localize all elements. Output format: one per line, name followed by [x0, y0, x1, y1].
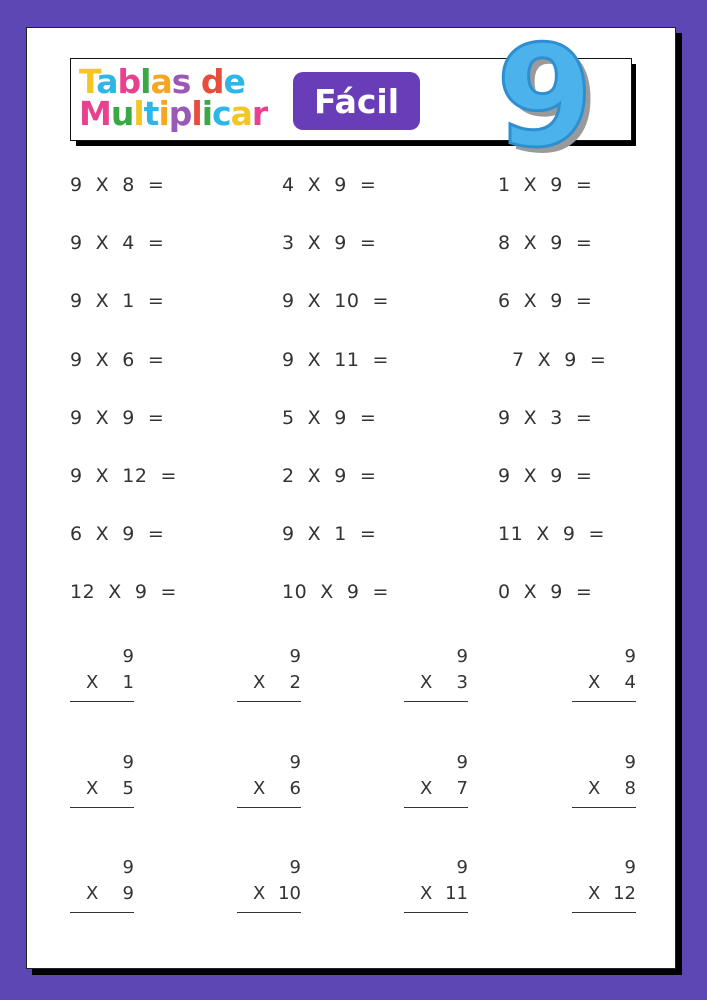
title-letter: l — [133, 94, 144, 133]
multiplicand: 9 — [289, 857, 301, 878]
title-letter: u — [110, 94, 134, 133]
answer-line — [572, 701, 636, 702]
horizontal-problem: 9 X 3 = — [498, 406, 593, 429]
title-letter: T — [79, 62, 97, 101]
multiplicand: 9 — [456, 857, 468, 878]
vertical-problem — [70, 646, 134, 706]
answer-line — [70, 807, 134, 808]
horizontal-problem: 6 X 9 = — [70, 523, 165, 546]
vertical-problem — [237, 646, 301, 706]
title-line-2 — [79, 94, 268, 133]
times-sign: X — [86, 672, 99, 693]
horizontal-problem: 9 X 11 = — [282, 348, 389, 371]
vertical-problem — [572, 857, 636, 917]
title-letter: a — [96, 62, 118, 101]
answer-line — [237, 701, 301, 702]
vertical-problem — [572, 752, 636, 812]
times-sign: X — [86, 883, 99, 904]
title-letter: d — [200, 62, 224, 101]
title-letter: i — [201, 94, 212, 133]
title-letter: s — [171, 62, 191, 101]
horizontal-problem: 11 X 9 = — [498, 523, 605, 546]
multiplicand: 9 — [289, 752, 301, 773]
vertical-problem — [572, 646, 636, 706]
multiplier: 3 — [456, 672, 468, 693]
answer-line — [237, 912, 301, 913]
table-number: 9 — [496, 16, 594, 179]
answer-line — [404, 701, 468, 702]
multiplicand: 9 — [624, 857, 636, 878]
title-letter: p — [168, 94, 192, 133]
horizontal-problem: 9 X 6 = — [70, 348, 165, 371]
times-sign: X — [253, 672, 266, 693]
multiplicand: 9 — [289, 646, 301, 667]
multiplicand: 9 — [456, 646, 468, 667]
horizontal-problem: 9 X 9 = — [70, 406, 165, 429]
horizontal-problem: 9 X 8 = — [70, 174, 165, 196]
vertical-problem — [70, 857, 134, 917]
answer-line — [572, 912, 636, 913]
answer-line — [404, 807, 468, 808]
title-letter: l — [191, 94, 202, 133]
title-letter: i — [158, 94, 169, 133]
answer-line — [237, 807, 301, 808]
title-letter: a — [230, 94, 252, 133]
multiplier: 4 — [624, 672, 636, 693]
horizontal-problem: 12 X 9 = — [70, 581, 177, 604]
multiplier: 10 — [278, 883, 301, 904]
title-letter: a — [150, 62, 172, 101]
horizontal-problem: 6 X 9 = — [498, 290, 593, 313]
horizontal-problem: 8 X 9 = — [498, 232, 593, 255]
horizontal-problem: 10 X 9 = — [282, 581, 389, 604]
horizontal-problem: 9 X 10 = — [282, 290, 389, 313]
vertical-problem — [237, 752, 301, 812]
multiplicand: 9 — [122, 752, 134, 773]
vertical-problem — [404, 646, 468, 706]
title-letter: t — [143, 94, 159, 133]
multiplicand: 9 — [122, 646, 134, 667]
title-letter: c — [212, 94, 231, 133]
vertical-problem — [404, 752, 468, 812]
answer-line — [404, 912, 468, 913]
times-sign: X — [420, 672, 433, 693]
multiplier: 6 — [289, 778, 301, 799]
multiplicand: 9 — [624, 646, 636, 667]
multiplier: 2 — [289, 672, 301, 693]
title-letter: l — [140, 62, 151, 101]
multiplicand: 9 — [122, 857, 134, 878]
title-letter: M — [79, 94, 111, 133]
vertical-problem — [404, 857, 468, 917]
answer-line — [70, 912, 134, 913]
multiplier: 7 — [456, 778, 468, 799]
multiplier: 12 — [613, 883, 636, 904]
times-sign: X — [588, 778, 601, 799]
horizontal-problem: 4 X 9 = — [282, 174, 377, 196]
multiplier: 1 — [122, 672, 134, 693]
horizontal-problem: 9 X 1 = — [282, 523, 377, 546]
horizontal-problem: 9 X 4 = — [70, 232, 165, 255]
answer-line — [572, 807, 636, 808]
times-sign: X — [420, 778, 433, 799]
multiplier: 9 — [122, 883, 134, 904]
multiplier: 11 — [445, 883, 468, 904]
multiplier: 5 — [122, 778, 134, 799]
horizontal-problem: 0 X 9 = — [498, 581, 593, 604]
times-sign: X — [253, 883, 266, 904]
title-letter: e — [223, 62, 245, 101]
horizontal-problem: 2 X 9 = — [282, 465, 377, 487]
times-sign: X — [253, 778, 266, 799]
horizontal-problem: 3 X 9 = — [282, 232, 377, 255]
answer-line — [70, 701, 134, 702]
horizontal-problem: 7 X 9 = — [512, 348, 607, 371]
times-sign: X — [86, 778, 99, 799]
horizontal-problem: 5 X 9 = — [282, 406, 377, 429]
times-sign: X — [588, 672, 601, 693]
title-letter: b — [117, 62, 141, 101]
multiplier: 8 — [624, 778, 636, 799]
horizontal-problem: 9 X 9 = — [498, 465, 593, 487]
horizontal-problem: 1 X 9 = — [498, 174, 593, 196]
multiplicand: 9 — [624, 752, 636, 773]
multiplicand: 9 — [456, 752, 468, 773]
vertical-problem — [237, 857, 301, 917]
level-badge: Fácil — [293, 72, 420, 130]
times-sign: X — [420, 883, 433, 904]
times-sign: X — [588, 883, 601, 904]
horizontal-problem: 9 X 1 = — [70, 290, 165, 313]
title-letter: r — [251, 94, 268, 133]
vertical-problem — [70, 752, 134, 812]
horizontal-problem: 9 X 12 = — [70, 465, 177, 487]
